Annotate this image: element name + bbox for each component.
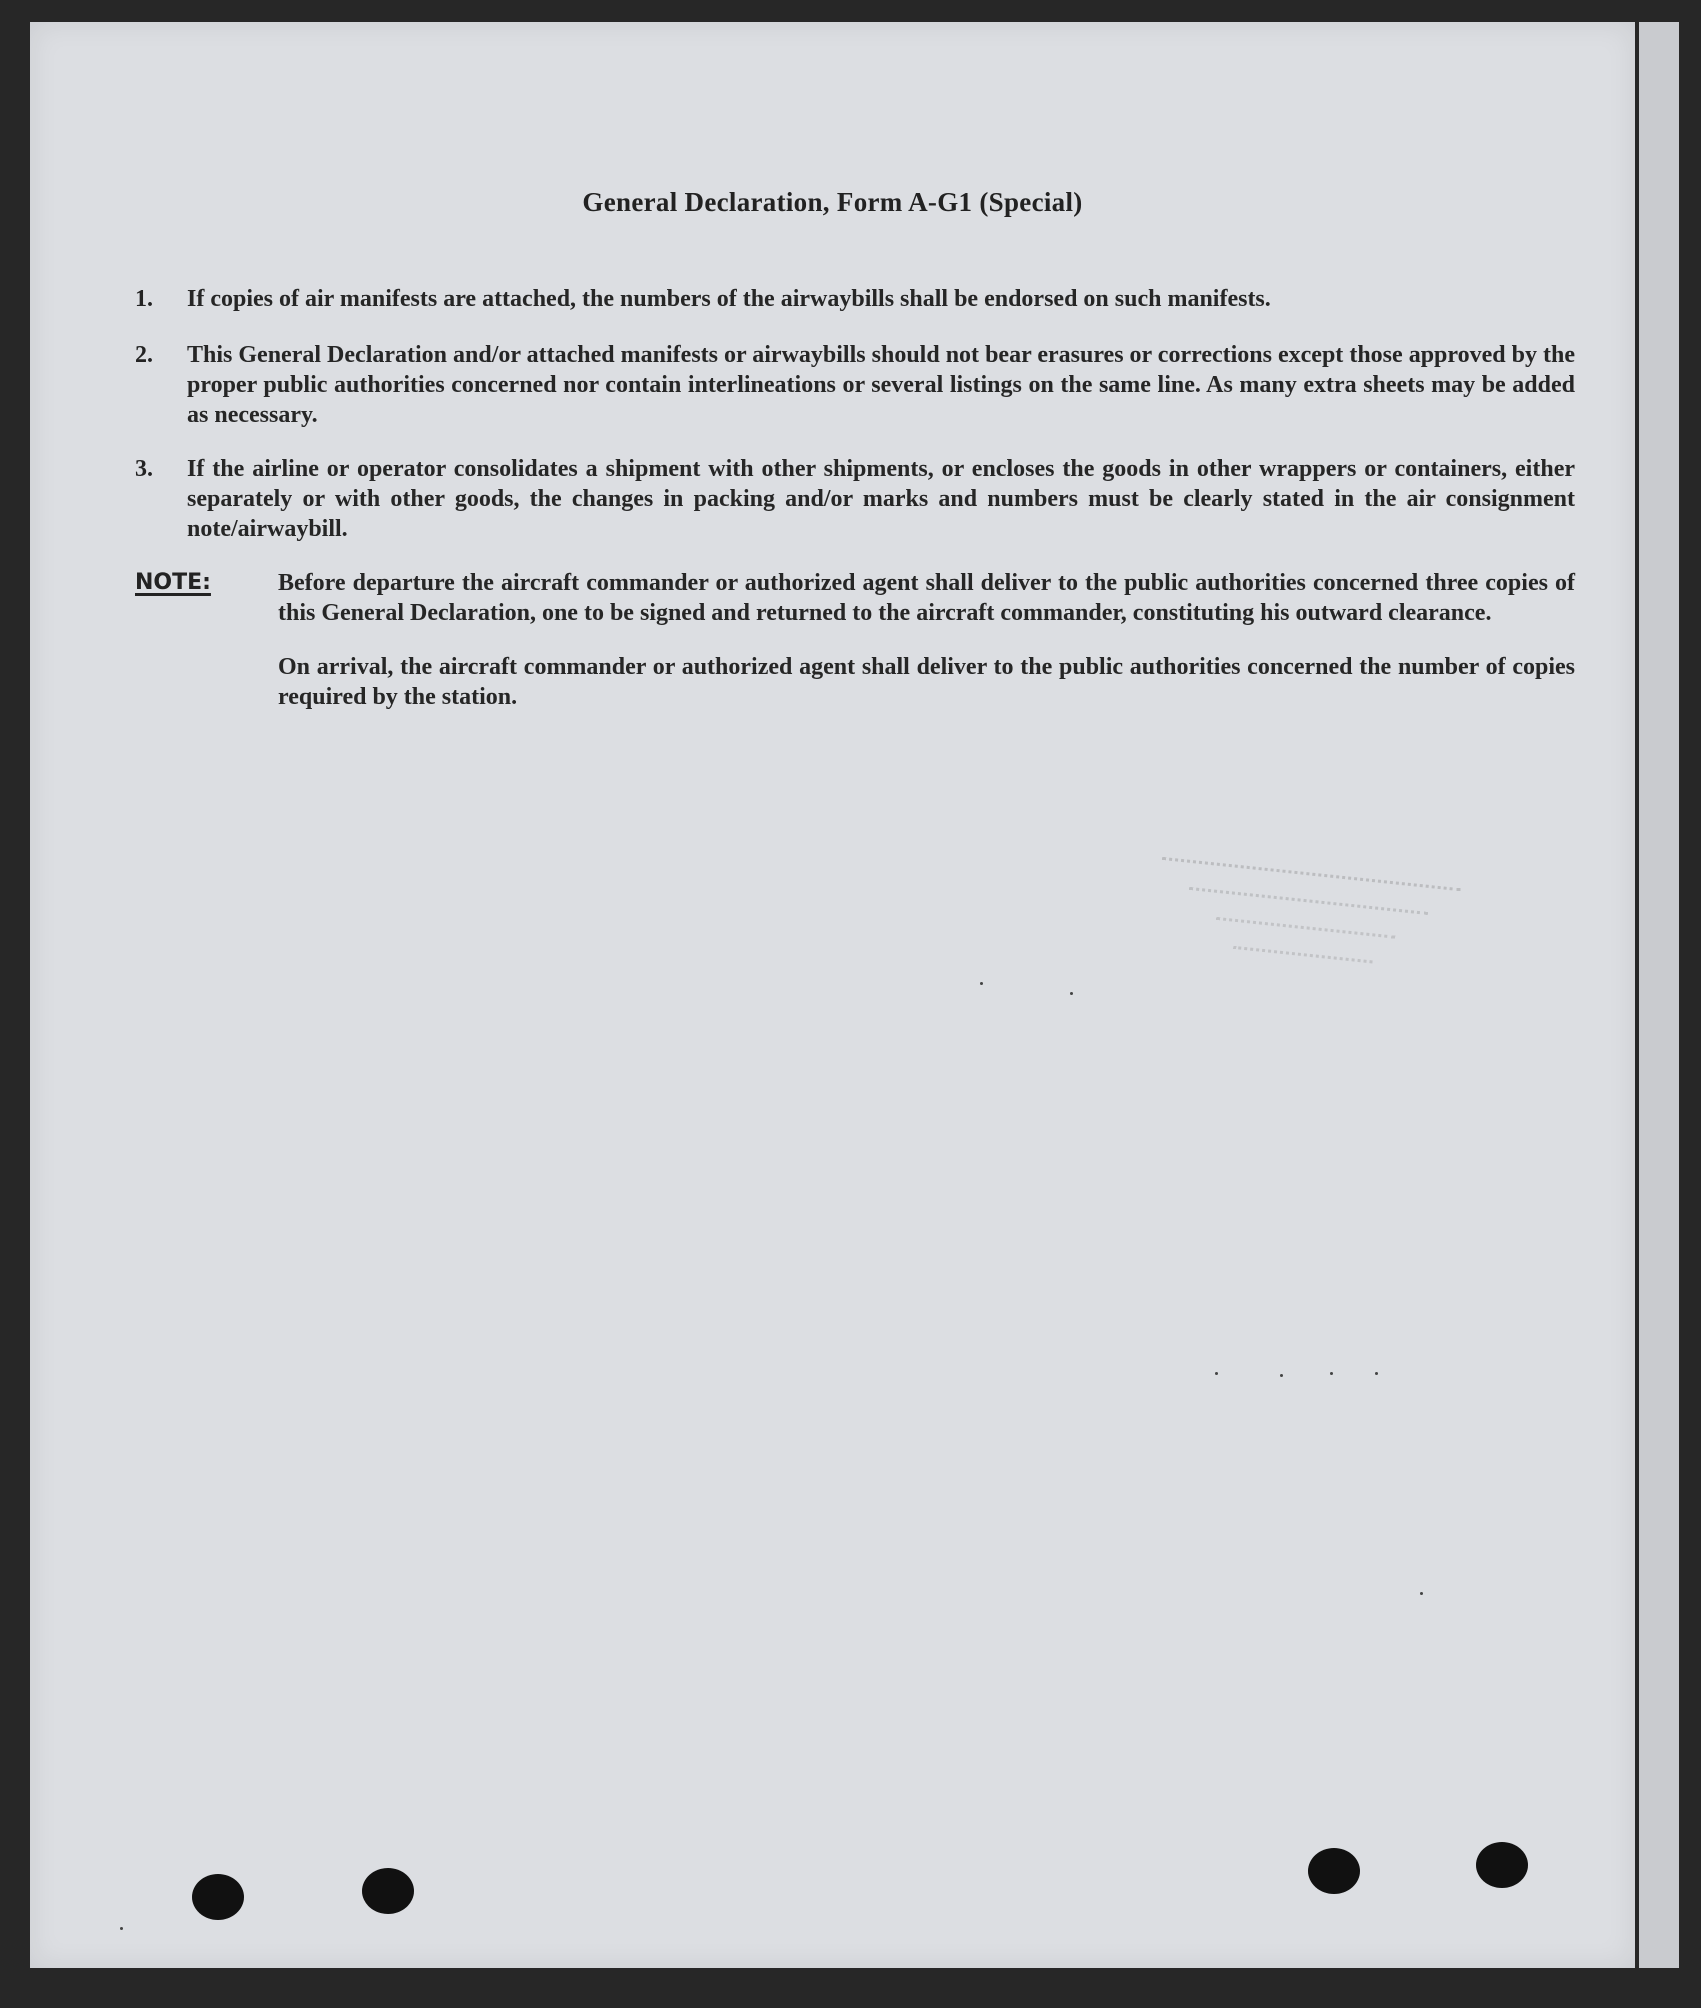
speck — [1215, 1372, 1218, 1375]
item-number: 3. — [135, 456, 153, 482]
document-page — [30, 22, 1635, 1968]
item-text: This General Declaration and/or attached manifests or airwaybills should not bear erasures or corrections except those approved by the proper public authorities concerned nor contain interlineations or several listings on the same line. As many extra sheets may be added as necessary. — [187, 342, 1575, 428]
speck — [1375, 1372, 1378, 1375]
note-section — [135, 568, 1575, 712]
speck — [1070, 992, 1073, 995]
note-paragraph-1: Before departure the aircraft commander or authorized agent shall deliver to the public authorities concerned three copies of this General Declaration, one to be signed and returned to the aircraft commander, constituting his outward clearance. — [278, 570, 1575, 626]
speck — [120, 1927, 123, 1930]
page-edge-shadow — [1639, 22, 1679, 1968]
punch-hole — [362, 1868, 414, 1914]
note-label: NOTE: — [135, 570, 211, 595]
punch-hole — [1308, 1848, 1360, 1894]
speck — [1420, 1592, 1423, 1595]
item-text: If copies of air manifests are attached, the numbers of the airwaybills shall be endorsed on such manifests. — [187, 286, 1271, 312]
item-number: 1. — [135, 286, 153, 312]
note-paragraph-2: On arrival, the aircraft commander or authorized agent shall deliver to the public authorities concerned the number of copies required by the station. — [278, 654, 1575, 710]
item-text: If the airline or operator consolidates a shipment with other shipments, or encloses the goods in other wrappers or containers, either separately or with other goods, the changes in packing and/or marks and numbers must be clearly stated in the air consignment note/airwaybill. — [187, 456, 1575, 542]
item-number: 2. — [135, 342, 153, 368]
list-item-1 — [135, 284, 1575, 314]
speck — [1330, 1372, 1333, 1375]
speck — [980, 982, 983, 985]
list-item-2 — [135, 340, 1575, 430]
document-title: General Declaration, Form A-G1 (Special) — [582, 187, 1083, 217]
punch-hole — [192, 1874, 244, 1920]
list-item-3 — [135, 454, 1575, 544]
punch-hole — [1476, 1842, 1528, 1888]
faint-bleed-through-marks — [1138, 847, 1461, 1117]
speck — [1280, 1374, 1283, 1377]
